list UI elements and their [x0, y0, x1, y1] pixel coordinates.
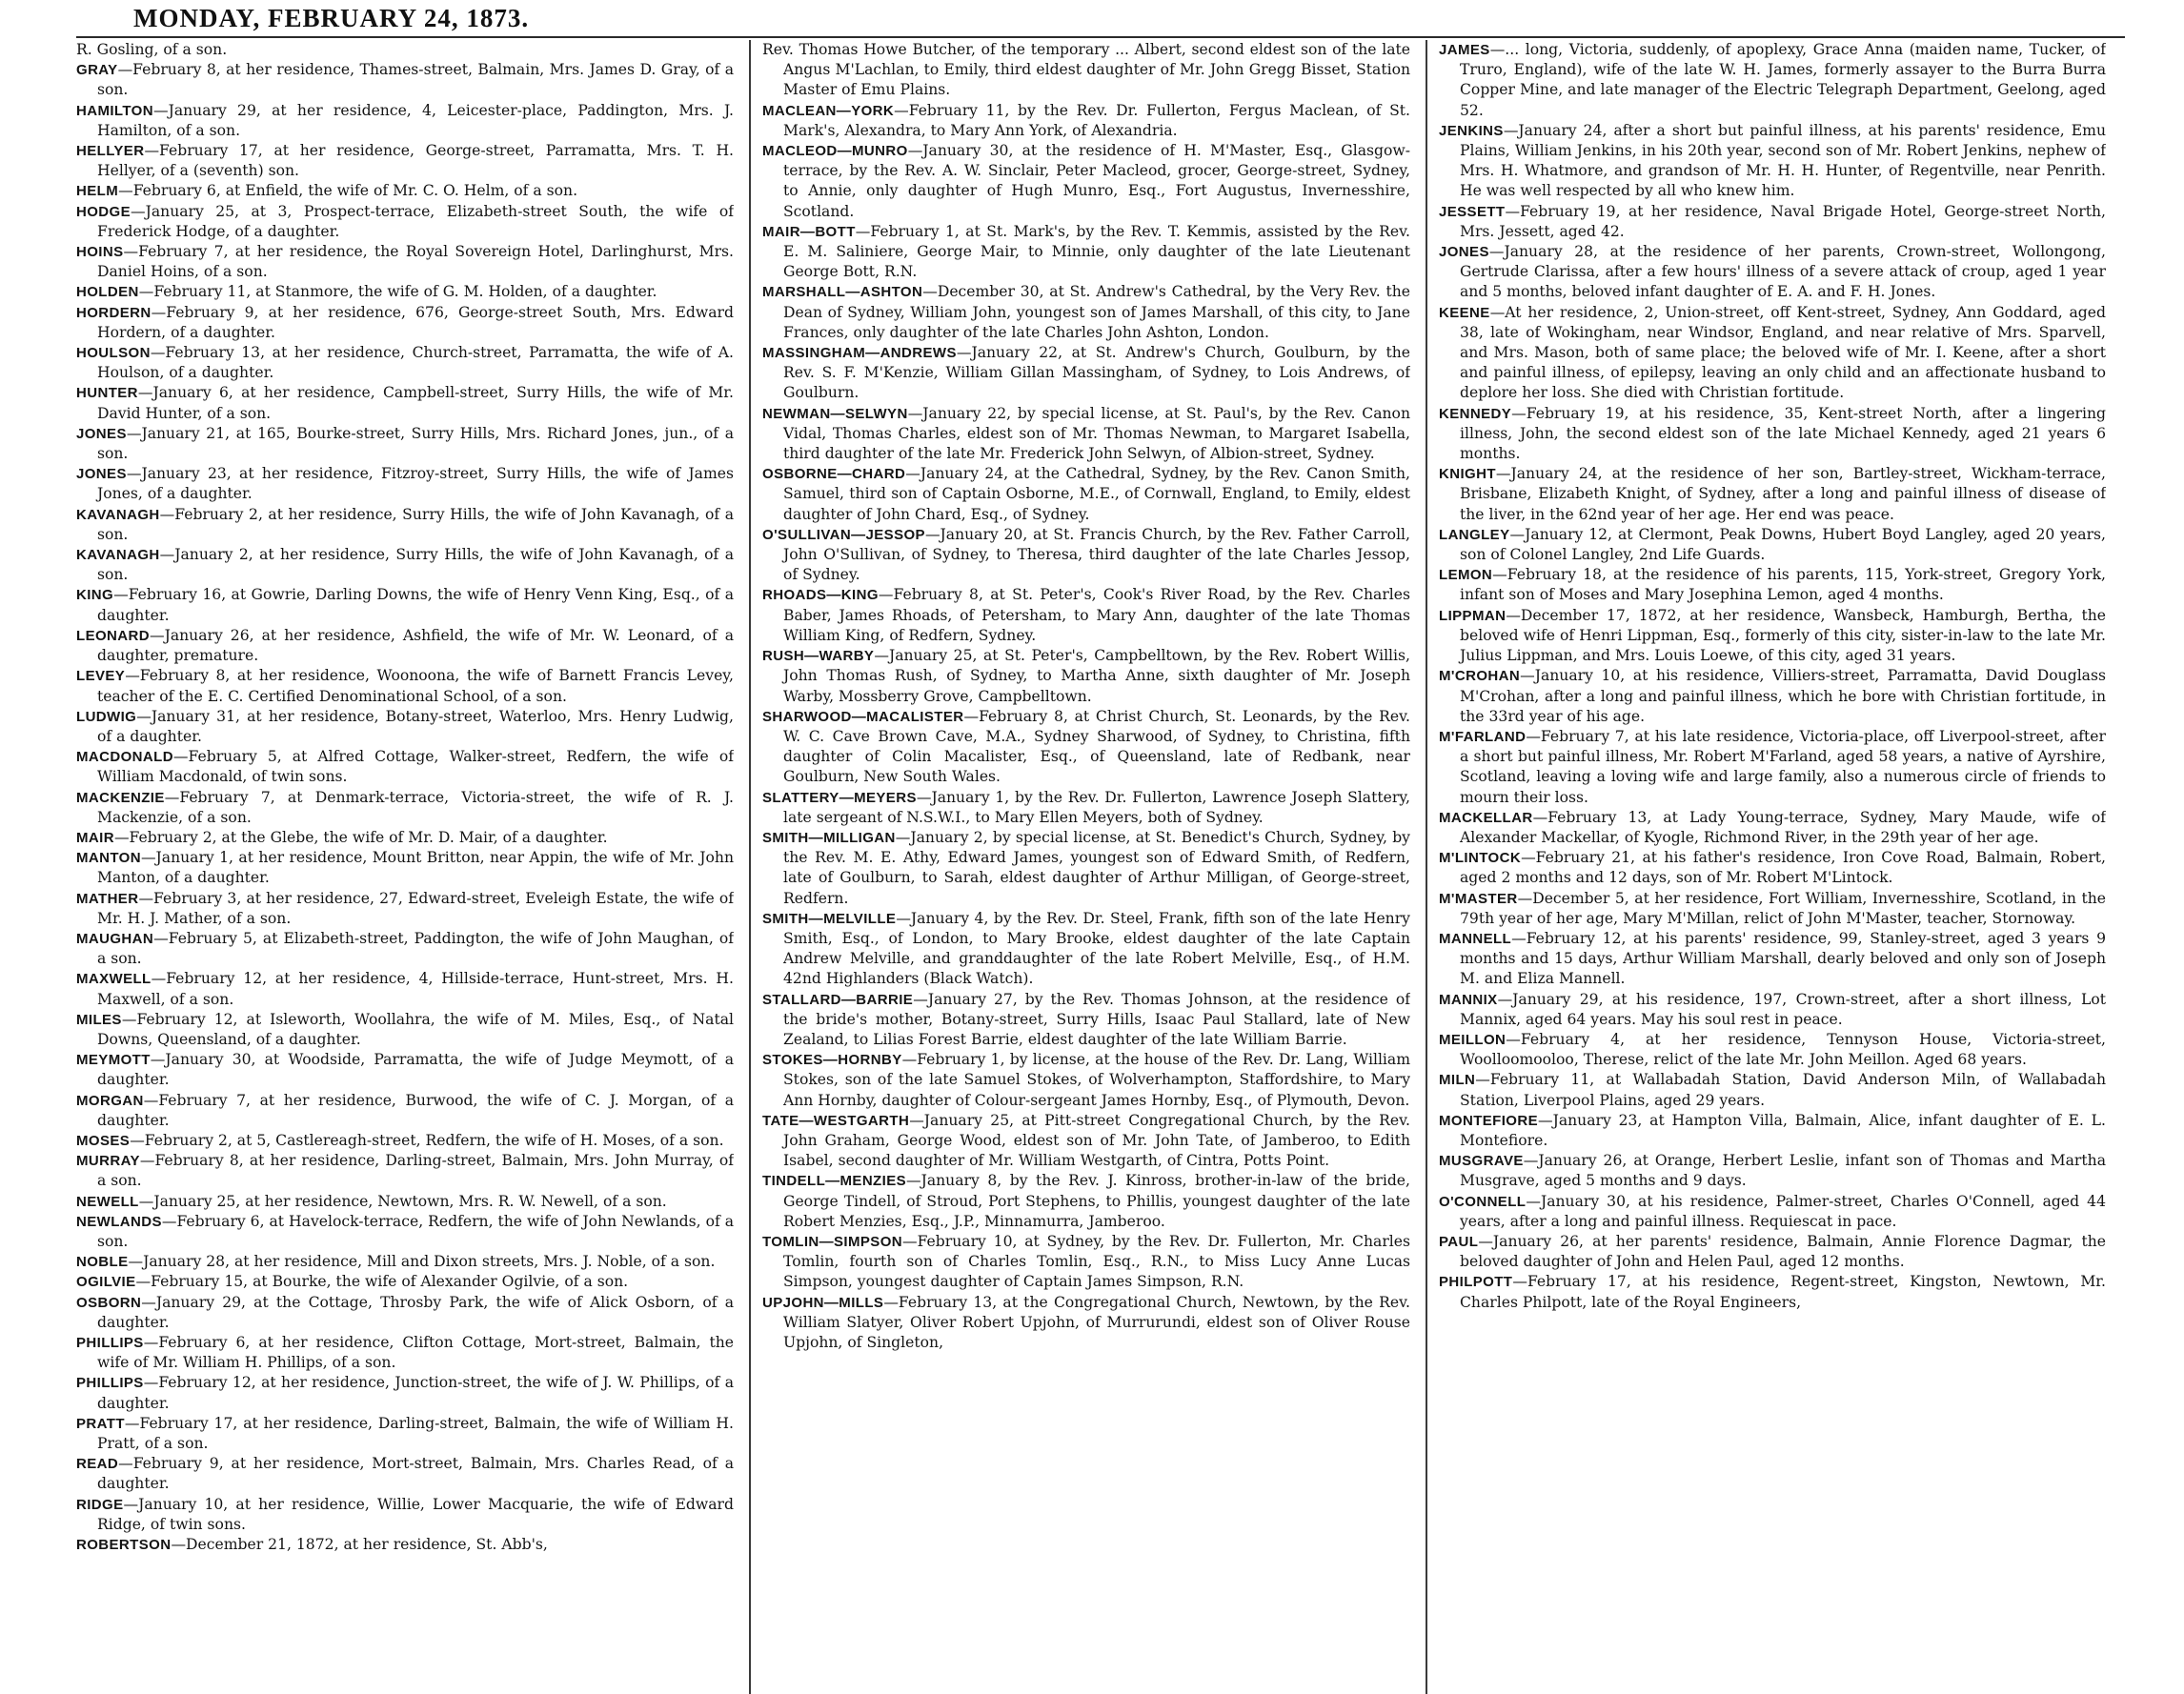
notice-entry — [762, 141, 1410, 222]
notice-text: —February 7, at Denmark-terrace, Victoria-street, the wife of R. J. Mackenzie, of a son. — [97, 788, 734, 826]
notice-text: —January 1, at her residence, Mount Britton, near Appin, the wife of Mr. John Manton, of a daughter. — [97, 849, 734, 887]
notice-entry — [76, 202, 734, 242]
notice-surname: JESSETT — [1439, 203, 1506, 220]
notice-text: —January 26, at Orange, Herbert Leslie, infant son of Thomas and Martha Musgrave, aged 5 months and 9 days. — [1460, 1152, 2106, 1190]
notice-entry — [76, 242, 734, 282]
notice-text: —February 12, at his parents' residence, 99, Stanley-street, aged 3 years 9 months and 15 days, Arthur William Marshall, dearly beloved and only son of Joseph M. and Eliza Mannell. — [1460, 929, 2106, 988]
notice-text: —February 19, at his residence, 35, Kent-street North, after a lingering illness, John, the second eldest son of the late Michael Kennedy, aged 21 years 6 months. — [1460, 404, 2106, 463]
notice-entry — [1439, 666, 2106, 727]
notice-entry — [76, 383, 734, 423]
notice-entry — [76, 181, 734, 201]
notice-surname: MACKELLAR — [1439, 809, 1533, 826]
notice-entry — [762, 1050, 1410, 1111]
notice-text: —February 8, at her residence, Darling-street, Balmain, Mrs. John Murray, of a son. — [97, 1152, 734, 1190]
notice-entry — [762, 525, 1410, 586]
notice-entry — [76, 929, 734, 969]
notice-text: —February 8, at St. Peter's, Cook's River Road, by the Rev. Charles Baber, James Rhoads, of Petersham, to Mary Ann, daughter of the late Thomas William King, of Redfern, Sydney. — [783, 586, 1410, 644]
notice-surname: GRAY — [76, 62, 118, 79]
notice-entry — [762, 1111, 1410, 1172]
notice-surname: LIPPMAN — [1439, 607, 1507, 624]
notice-entry — [76, 626, 734, 666]
notice-text: —January 31, at her residence, Botany-street, Waterloo, Mrs. Henry Ludwig, of a daughter. — [97, 707, 734, 745]
notice-surname: LUDWIG — [76, 708, 137, 725]
notice-text: —January 24, after a short but painful illness, at his parents' residence, Emu Plains, William Jenkins, in his 20th year, second son of Mr. Robert Jenkins, nephew of Mrs. H. Whatmore, and grandson of Mr. H. H. Hunter, of Regentville, near Penrith. He was well respected by all who knew him. — [1460, 121, 2106, 200]
notice-entry — [1439, 525, 2106, 565]
column-deaths — [1439, 40, 2106, 1694]
notice-entry — [76, 969, 734, 1009]
notice-text: —February 19, at her residence, Naval Brigade Hotel, George-street North, Mrs. Jessett, aged 42. — [1460, 202, 2106, 240]
notice-text: —February 6, at her residence, Clifton Cottage, Mort-street, Balmain, the wife of Mr. William H. Phillips, of a son. — [97, 1334, 734, 1372]
notice-surname: HOULSON — [76, 345, 151, 362]
notice-entry — [76, 828, 734, 848]
notice-entry — [1439, 565, 2106, 605]
notice-entry — [76, 1414, 734, 1454]
notice-entry — [1439, 889, 2106, 929]
notice-entry — [1439, 1070, 2106, 1110]
notice-entry — [762, 990, 1410, 1051]
notice-entry — [76, 1272, 734, 1292]
notice-text: —January 28, at her residence, Mill and Dixon streets, Mrs. J. Noble, of a son. — [128, 1253, 716, 1271]
notice-surname: JONES — [76, 466, 127, 483]
notice-text: —February 1, by license, at the house of the Rev. Dr. Lang, William Stokes, son of the late Samuel Stokes, of Wolverhampton, Staffordshire, to Mary Ann Hornby, daughter of Colour-sergeant James Hornby, Esq., of Plymouth, Devon. — [783, 1051, 1410, 1109]
notice-surname: OSBORN — [76, 1294, 142, 1311]
column-divider — [1426, 40, 1427, 1694]
notice-surname: READ — [76, 1456, 119, 1473]
notice-entry — [76, 1192, 734, 1212]
notice-text: —February 12, at her residence, 4, Hillside-terrace, Hunt-street, Mrs. H. Maxwell, of a son. — [97, 970, 734, 1008]
notice-entry — [76, 424, 734, 464]
notice-entry — [76, 1091, 734, 1131]
notice-entry — [1439, 929, 2106, 990]
notice-surname: MILES — [76, 1011, 122, 1028]
notice-surname: KAVANAGH — [76, 506, 160, 523]
notice-text: —January 24, at the residence of her son, Bartley-street, Wickham-terrace, Brisbane, Elizabeth Knight, of Sydney, after a long and painful illness of disease of the liver, in the 62nd year of her age. Her end was peace. — [1460, 465, 2106, 523]
notice-text: —February 7, at her residence, Burwood, the wife of C. J. Morgan, of a daughter. — [97, 1091, 734, 1129]
notice-text: —January 29, at his residence, 197, Crown-street, after a short illness, Lot Mannix, aged 64 years. May his soul rest in peace. — [1460, 990, 2106, 1028]
notice-surname: MUSGRAVE — [1439, 1153, 1524, 1170]
column-births — [76, 40, 734, 1694]
notice-surname: SMITH—MILLIGAN — [762, 829, 896, 846]
notice-text: —January 23, at her residence, Fitzroy-street, Surry Hills, the wife of James Jones, of a daughter. — [97, 465, 734, 503]
notice-text: —February 5, at Elizabeth-street, Paddington, the wife of John Maughan, of a son. — [97, 929, 734, 968]
notice-text: —December 17, 1872, at her residence, Wansbeck, Hamburgh, Bertha, the beloved wife of Henri Lippman, Esq., formerly of this city, sister-in-law to the late Mr. Julius Lippman, and Mrs. Louis Loewe, of this city, aged 31 years. — [1460, 606, 2106, 665]
notice-text: —February 9, at her residence, 676, George-street South, Mrs. Edward Hordern, of a daughter. — [97, 303, 734, 341]
notice-surname: HAMILTON — [76, 102, 153, 119]
column-marriages — [762, 40, 1410, 1694]
notice-text: —January 24, at the Cathedral, Sydney, by the Rev. Canon Smith, Samuel, third son of Captain Osborne, M.E., of Cornwall, England, to Emily, eldest daughter of John Chard, Esq., of Sydney. — [783, 465, 1410, 523]
notice-surname: HORDERN — [76, 304, 152, 321]
notice-entry — [1439, 1192, 2106, 1232]
notice-text: —February 10, at Sydney, by the Rev. Dr. Fullerton, Mr. Charles Tomlin, fourth son of Charles Tomlin, Esq., R.N., to Miss Lucy Anne Lucas Simpson, youngest daughter of Captain James Simpson, R.N. — [783, 1232, 1410, 1291]
notice-entry — [76, 1373, 734, 1413]
column-divider — [749, 40, 751, 1694]
notice-text: —January 25, at St. Peter's, Campbelltown, by the Rev. Robert Willis, John Thomas Rush, of Sydney, to Martha Anne, sixth daughter of Mr. Joseph Warby, Mossberry Grove, Campbelltown. — [783, 647, 1410, 705]
notice-surname: MILN — [1439, 1072, 1476, 1089]
notice-text: —January 2, by special license, at St. Benedict's Church, Sydney, by the Rev. M. E. Athy, Edward James, youngest son of Edward Smith, of Redfern, late of Goulburn, to Sarah, eldest daughter of Arthur Milligan, of George-street, Redfern. — [783, 828, 1410, 907]
notice-entry — [1439, 1030, 2106, 1070]
notice-surname: SHARWOOD—MACALISTER — [762, 708, 964, 725]
notice-entry — [1439, 606, 2106, 667]
notice-text: —February 3, at her residence, 27, Edward-street, Eveleigh Estate, the wife of Mr. H. J. Mather, of a son. — [97, 889, 734, 927]
notice-entry — [1439, 202, 2106, 242]
notice-entry — [762, 1171, 1410, 1232]
notice-surname: PHILPOTT — [1439, 1274, 1513, 1291]
notice-text: —January 20, at St. Francis Church, by the Rev. Father Carroll, John O'Sullivan, of Sydney, to Theresa, third daughter of the late Charles Jessop, of Sydney. — [783, 525, 1410, 584]
notice-text: —February 16, at Gowrie, Darling Downs, the wife of Henry Venn King, Esq., of a daughter. — [97, 586, 734, 624]
notice-text: —February 13, at Lady Young-terrace, Sydney, Mary Maude, wife of Alexander Mackellar, of Kyogle, Richmond River, in the 29th year of her age. — [1460, 808, 2106, 846]
notice-surname: RUSH—WARBY — [762, 648, 875, 665]
notice-surname: NEWELL — [76, 1193, 139, 1210]
notice-entry — [762, 828, 1410, 909]
notice-entry — [1439, 40, 2106, 121]
notice-entry — [762, 343, 1410, 404]
notice-surname: MACLEOD—MUNRO — [762, 143, 908, 160]
notice-entry — [76, 545, 734, 585]
notice-surname: PHILLIPS — [76, 1375, 144, 1392]
notice-text: —February 12, at Isleworth, Woollahra, the wife of M. Miles, Esq., of Natal Downs, Queensland, of a daughter. — [97, 1010, 734, 1048]
notice-entry — [76, 1151, 734, 1191]
notice-entry — [76, 505, 734, 545]
header-rule — [76, 36, 2125, 38]
notice-surname: MANTON — [76, 850, 141, 867]
notice-surname: TINDELL—MENZIES — [762, 1173, 906, 1190]
notice-entry — [76, 788, 734, 828]
notice-text: —January 1, by the Rev. Dr. Fullerton, Lawrence Joseph Slattery, late sergeant of N.S.W.I., to Mary Ellen Meyers, both of Sydney. — [783, 788, 1410, 826]
notice-surname: O'CONNELL — [1439, 1193, 1527, 1210]
notice-surname: RIDGE — [76, 1496, 124, 1513]
notice-text: —February 5, at Alfred Cottage, Walker-street, Redfern, the wife of William Macdonald, of twin sons. — [97, 748, 734, 786]
notice-text: —February 12, at her residence, Junction-street, the wife of J. W. Phillips, of a daughter. — [97, 1374, 734, 1412]
notice-text: —January 28, at the residence of her parents, Crown-street, Wollongong, Gertrude Clarissa, after a few hours' illness of a severe attack of croup, aged 1 year and 5 months, beloved infant daughter of E. A. and F. H. Jones. — [1460, 243, 2106, 301]
notice-text: —December 21, 1872, at her residence, St. Abb's, — [171, 1536, 548, 1554]
notice-surname: STALLARD—BARRIE — [762, 991, 914, 1008]
notice-entry — [1439, 404, 2106, 465]
notice-surname: MAXWELL — [76, 971, 152, 988]
notice-entry — [76, 1333, 734, 1373]
notice-text: —February 15, at Bourke, the wife of Alexander Ogilvie, of a son. — [135, 1273, 629, 1291]
notice-surname: M'FARLAND — [1439, 728, 1527, 745]
notice-text: —January 23, at Hampton Villa, Balmain, Alice, infant daughter of E. L. Montefiore. — [1460, 1111, 2106, 1149]
notice-entry — [76, 1252, 734, 1272]
notice-entry — [76, 585, 734, 625]
notice-surname: STOKES—HORNBY — [762, 1052, 902, 1069]
notice-surname: MAUGHAN — [76, 930, 154, 947]
notice-surname: UPJOHN—MILLS — [762, 1294, 884, 1311]
notice-text: —January 29, at the Cottage, Throsby Park, the wife of Alick Osborn, of a daughter. — [97, 1293, 734, 1331]
notice-surname: PHILLIPS — [76, 1335, 144, 1351]
notice-surname: TATE—WESTGARTH — [762, 1112, 910, 1129]
notice-text: —February 2, at the Glebe, the wife of Mr. D. Mair, of a daughter. — [113, 828, 608, 846]
notice-surname: MACKENZIE — [76, 789, 165, 806]
notice-text: —February 7, at her residence, the Royal Sovereign Hotel, Darlinghurst, Mrs. Daniel Hoins, of a son. — [97, 243, 734, 281]
notice-surname: OSBORNE—CHARD — [762, 466, 906, 483]
notice-surname: NOBLE — [76, 1254, 129, 1271]
notice-entry — [76, 1010, 734, 1050]
notice-entry — [76, 343, 734, 383]
notice-text: —February 6, at Havelock-terrace, Redfern, the wife of John Newlands, of a son. — [97, 1212, 734, 1250]
notice-entry — [1439, 990, 2106, 1030]
notice-surname: LEVEY — [76, 668, 126, 685]
notice-surname: KNIGHT — [1439, 466, 1496, 483]
notice-surname: M'CROHAN — [1439, 668, 1521, 685]
notice-surname: ROBERTSON — [76, 1537, 172, 1554]
notice-surname: KENNEDY — [1439, 405, 1512, 422]
notice-entry — [762, 40, 1410, 101]
notice-text: —February 21, at his father's residence, Iron Cove Road, Balmain, Robert, aged 2 months and 12 days, son of Mr. Robert M'Lintock. — [1460, 849, 2106, 887]
notice-entry — [1439, 808, 2106, 848]
notice-text: —December 30, at St. Andrew's Cathedral, by the Very Rev. the Dean of Sydney, William John, youngest son of James Marshall, of this city, to Jane Frances, only daughter of the late Charles John Ashton, London. — [783, 283, 1410, 341]
notice-entry — [762, 282, 1410, 343]
notice-entry — [762, 788, 1410, 828]
notice-entry — [76, 40, 734, 60]
notice-text: —February 13, at the Congregational Church, Newtown, by the Rev. William Slatyer, Oliver Robert Upjohn, of Murrurundi, eldest son of Oliver Rouse Upjohn, of Singleton, — [783, 1293, 1410, 1351]
notice-entry — [762, 585, 1410, 646]
notice-surname: MURRAY — [76, 1153, 140, 1170]
notice-surname: LEONARD — [76, 627, 150, 644]
notice-surname: HELLYER — [76, 143, 145, 160]
notice-text: —February 17, at her residence, George-street, Parramatta, Mrs. T. H. Hellyer, of a (seventh) son. — [97, 142, 734, 180]
notice-text: R. Gosling, of a son. — [76, 41, 228, 58]
notice-entry — [76, 60, 734, 100]
notice-entry — [762, 222, 1410, 283]
notice-entry — [76, 1131, 734, 1151]
notice-text: —February 11, at Stanmore, the wife of G. M. Holden, of a daughter. — [138, 283, 657, 301]
notice-surname: MASSINGHAM—ANDREWS — [762, 345, 957, 362]
notice-surname: MOSES — [76, 1132, 131, 1149]
notice-surname: MARSHALL—ASHTON — [762, 284, 923, 301]
notice-surname: TOMLIN—SIMPSON — [762, 1233, 902, 1250]
notice-surname: KAVANAGH — [76, 547, 160, 564]
notice-text: —January 6, at her residence, Campbell-street, Surry Hills, the wife of Mr. David Hunter, of a son. — [97, 384, 734, 422]
notice-text: —January 10, at her residence, Willie, Lower Macquarie, the wife of Edward Ridge, of twin sons. — [97, 1495, 734, 1533]
notice-text: —February 7, at his late residence, Victoria-place, off Liverpool-street, after a short but painful illness, Mr. Robert M'Farland, aged 58 years, a native of Ayrshire, Scotland, leaving a loving wife and large family, also a numerous circle of friends to mourn their loss. — [1460, 727, 2106, 806]
notice-text: —February 4, at her residence, Tennyson House, Victoria-street, Woolloomooloo, Therese, relict of the late Mr. John Meillon. Aged 68 years. — [1460, 1030, 2106, 1069]
notice-surname: MEYMOTT — [76, 1052, 151, 1069]
notice-text: —January 12, at Clermont, Peak Downs, Hubert Boyd Langley, aged 20 years, son of Colonel Langley, 2nd Life Guards. — [1460, 525, 2106, 564]
notice-text: —February 11, at Wallabadah Station, David Anderson Miln, of Wallabadah Station, Liverpool Plains, aged 29 years. — [1460, 1071, 2106, 1109]
notice-text: —February 2, at 5, Castlereagh-street, Redfern, the wife of H. Moses, of a son. — [130, 1131, 724, 1149]
notice-text: —January 26, at her residence, Ashfield, the wife of Mr. W. Leonard, of a daughter, premature. — [97, 626, 734, 665]
notice-text: —February 8, at her residence, Thames-street, Balmain, Mrs. James D. Gray, of a son. — [97, 61, 734, 99]
notice-text: —January 30, at his residence, Palmer-street, Charles O'Connell, aged 44 years, after a long and painful illness. Requiescat in pace. — [1460, 1192, 2106, 1230]
notice-surname: MATHER — [76, 890, 139, 907]
notice-surname: HOINS — [76, 244, 124, 261]
notice-text: —January 10, at his residence, Villiers-street, Parramatta, David Douglass M'Crohan, after a long and painful illness, which he bore with Christian fortitude, in the 33rd year of his age. — [1460, 667, 2106, 725]
notice-text: —February 6, at Enfield, the wife of Mr. C. O. Helm, of a son. — [118, 182, 578, 200]
notice-entry — [76, 1050, 734, 1090]
notice-entry — [76, 1293, 734, 1333]
notice-surname: MANNIX — [1439, 991, 1498, 1008]
notice-surname: KING — [76, 587, 114, 604]
notice-surname: SLATTERY—MEYERS — [762, 789, 917, 806]
notice-surname: KEENE — [1439, 304, 1490, 321]
notice-surname: LANGLEY — [1439, 526, 1510, 543]
notice-surname: MEILLON — [1439, 1031, 1507, 1048]
notice-text: —January 25, at 3, Prospect-terrace, Elizabeth-street South, the wife of Frederick Hodge, of a daughter. — [97, 202, 734, 240]
notice-surname: HELM — [76, 183, 119, 200]
notice-entry — [1439, 242, 2106, 303]
notice-surname: JONES — [76, 425, 127, 442]
notice-surname: LEMON — [1439, 567, 1493, 584]
notice-entry — [76, 464, 734, 504]
notice-surname: M'MASTER — [1439, 890, 1518, 907]
notice-text: —January 2, at her residence, Surry Hills, the wife of John Kavanagh, of a son. — [97, 546, 734, 584]
notice-entry — [762, 101, 1410, 141]
notice-entry — [762, 1232, 1410, 1293]
notice-text: —January 22, by special license, at St. Paul's, by the Rev. Canon Vidal, Thomas Charles, eldest son of Mr. Thomas Newman, to Margaret Isabella, third daughter of the late Mr. Frederick John Selwyn, of Albion-street, Sydney. — [783, 404, 1410, 463]
page-header: MONDAY, FEBRUARY 24, 1873. — [133, 4, 530, 32]
notice-entry — [762, 909, 1410, 990]
notice-surname: MACDONALD — [76, 749, 173, 766]
notice-surname: MONTEFIORE — [1439, 1112, 1538, 1129]
notice-surname: O'SULLIVAN—JESSOP — [762, 526, 925, 543]
notice-surname: NEWMAN—SELWYN — [762, 405, 908, 422]
notice-text: —February 13, at her residence, Church-street, Parramatta, the wife of A. Houlson, of a daughter. — [97, 344, 734, 382]
notice-surname: JAMES — [1439, 42, 1490, 58]
notice-text: —January 27, by the Rev. Thomas Johnson, at the residence of the bride's mother, Botany-street, Surry Hills, Isaac Paul Stallard, late of New Zealand, to Lilias Forest Barrie, eldest daughter of the late William Barrie. — [783, 990, 1410, 1048]
notice-entry — [76, 141, 734, 181]
notice-surname: HOLDEN — [76, 284, 139, 301]
notice-text: —February 17, at her residence, Darling-street, Balmain, the wife of William H. Pratt, of a son. — [97, 1414, 734, 1453]
notice-entry — [76, 848, 734, 888]
notice-entry — [762, 1293, 1410, 1354]
notice-surname: MAIR—BOTT — [762, 223, 856, 240]
notice-surname: PAUL — [1439, 1233, 1479, 1250]
notice-text: —February 8, at her residence, Woonoona, the wife of Barnett Francis Levey, teacher of the E. C. Certified Denominational School, of a son. — [97, 667, 734, 705]
notice-entry — [76, 1454, 734, 1494]
notice-entry — [76, 1535, 734, 1555]
notice-text: —February 8, at Christ Church, St. Leonards, by the Rev. W. C. Cave Brown Cave, M.A., Sydney Sharwood, of Sydney, to Christina, fifth daughter of Colin Macalister, Esq., of Queensland, late of Redbank, near Goulburn, New South Wales. — [783, 707, 1410, 786]
notice-entry — [76, 101, 734, 141]
notice-text: —January 25, at her residence, Newtown, Mrs. R. W. Newell, of a son. — [138, 1192, 667, 1210]
notice-text: Rev. Thomas Howe Butcher, of the temporary ... Albert, second eldest son of the late Angus M'Lachlan, to Emily, third eldest daughter of Mr. John Gregg Bisset, Station Master of Emu Plains. — [762, 41, 1410, 99]
notice-text: —February 11, by the Rev. Dr. Fullerton, Fergus Maclean, of St. Mark's, Alexandra, to Mary Ann York, of Alexandria. — [783, 101, 1410, 139]
notice-surname: MACLEAN—YORK — [762, 102, 895, 119]
notice-surname: OGILVIE — [76, 1274, 136, 1291]
notice-entry — [1439, 303, 2106, 404]
notice-surname: M'LINTOCK — [1439, 850, 1522, 867]
notice-entry — [1439, 727, 2106, 808]
notice-entry — [762, 707, 1410, 788]
notice-surname: MAIR — [76, 829, 114, 846]
notice-entry — [76, 303, 734, 343]
notice-entry — [76, 747, 734, 787]
notice-text: —January 30, at the residence of H. M'Master, Esq., Glasgow-terrace, by the Rev. A. W. Sinclair, Peter Macleod, grocer, George-street, Sydney, to Annie, only daughter of Hugh Munro, Esq., Fort Augustus, Invernesshire, Scotland. — [783, 142, 1410, 220]
notice-text: —February 1, at St. Mark's, by the Rev. T. Kemmis, assisted by the Rev. E. M. Saliniere, George Mair, to Minnie, only daughter of the late Lieutenant George Bott, R.N. — [783, 222, 1410, 281]
notice-entry — [1439, 1111, 2106, 1151]
notice-text: —At her residence, 2, Union-street, off Kent-street, Sydney, Ann Goddard, aged 38, late of Wokingham, near Windsor, England, and near relative of Mrs. Sparvell, and Mrs. Mason, both of same place; the beloved wife of Mr. I. Keene, after a short and painful illness, of epilepsy, leaving an only child and an affectionate husband to deplore her loss. She died with Christian fortitude. — [1460, 303, 2106, 402]
notice-entry — [1439, 1151, 2106, 1191]
notice-entry — [76, 707, 734, 747]
notice-text: —February 18, at the residence of his parents, 115, York-street, Gregory York, infant son of Moses and Mary Josephina Lemon, aged 4 months. — [1460, 566, 2106, 604]
notice-text: —January 21, at 165, Bourke-street, Surry Hills, Mrs. Richard Jones, jun., of a son. — [97, 424, 734, 463]
notice-entry — [762, 646, 1410, 707]
notice-entry — [762, 404, 1410, 465]
notice-surname: HUNTER — [76, 385, 138, 402]
notice-text: —February 17, at his residence, Regent-street, Kingston, Newtown, Mr. Charles Philpott, late of the Royal Engineers, — [1460, 1273, 2106, 1311]
notice-entry — [76, 282, 734, 302]
notice-text: —January 22, at St. Andrew's Church, Goulburn, by the Rev. S. F. M'Kenzie, William Gillan Massingham, of Sydney, to Lois Andrews, of Goulburn. — [783, 344, 1410, 402]
notice-entry — [76, 889, 734, 929]
notice-entry — [76, 1212, 734, 1252]
notice-entry — [76, 1495, 734, 1535]
notice-entry — [1439, 1232, 2106, 1272]
notice-surname: MORGAN — [76, 1092, 144, 1109]
notice-surname: RHOADS—KING — [762, 587, 879, 604]
notice-surname: JONES — [1439, 244, 1489, 261]
notice-entry — [76, 666, 734, 706]
notice-surname: SMITH—MELVILLE — [762, 910, 897, 927]
notice-surname: JENKINS — [1439, 122, 1504, 139]
notice-text: —December 5, at her residence, Fort William, Invernesshire, Scotland, in the 79th year of her age, Mary M'Millan, relict of John M'Master, teacher, Stornoway. — [1460, 889, 2106, 927]
notice-surname: NEWLANDS — [76, 1213, 162, 1230]
notice-entry — [1439, 848, 2106, 888]
notice-entry — [762, 464, 1410, 525]
notice-text: —January 8, by the Rev. J. Kinross, brother-in-law of the bride, George Tindell, of Stroud, Port Stephens, to Phillis, youngest daughter of the late Robert Menzies, Esq., J.P., Minnamurra, Jamberoo. — [783, 1172, 1410, 1230]
notice-surname: HODGE — [76, 203, 131, 220]
notice-surname: PRATT — [76, 1415, 125, 1432]
notice-text: —February 9, at her residence, Mort-street, Balmain, Mrs. Charles Read, of a daughter. — [97, 1455, 734, 1493]
notice-text: —February 2, at her residence, Surry Hills, the wife of John Kavanagh, of a son. — [97, 505, 734, 543]
notice-text: —January 25, at Pitt-street Congregational Church, by the Rev. John Graham, George Wood, eldest son of Mr. John Tate, of Jamberoo, to Edith Isabel, second daughter of Mr. William Westgarth, of Cintra, Potts Point. — [783, 1111, 1410, 1170]
notice-entry — [1439, 121, 2106, 202]
notice-text: —January 26, at her parents' residence, Balmain, Annie Florence Dagmar, the beloved daughter of John and Helen Paul, aged 12 months. — [1460, 1232, 2106, 1271]
notice-text: —January 30, at Woodside, Parramatta, the wife of Judge Meymott, of a daughter. — [97, 1051, 734, 1089]
notice-text: —January 4, by the Rev. Dr. Steel, Frank, fifth son of the late Henry Smith, Esq., of London, to Mary Brooke, eldest daughter of the late Captain Andrew Melville, and granddaughter of the late Robert Melville, Esq., of H.M. 42nd Highlanders (Black Watch). — [783, 909, 1410, 988]
notice-entry — [1439, 464, 2106, 525]
notice-text: —... long, Victoria, suddenly, of apoplexy, Grace Anna (maiden name, Tucker, of Truro, England), wife of the late W. H. James, formerly assayer to the Burra Burra Copper Mine, and late manager of the Electric Telegraph Department, Geelong, aged 52. — [1460, 41, 2106, 119]
notice-surname: MANNELL — [1439, 930, 1512, 947]
notice-entry — [1439, 1272, 2106, 1312]
notice-text: —January 29, at her residence, 4, Leicester-place, Paddington, Mrs. J. Hamilton, of a son. — [97, 101, 734, 139]
